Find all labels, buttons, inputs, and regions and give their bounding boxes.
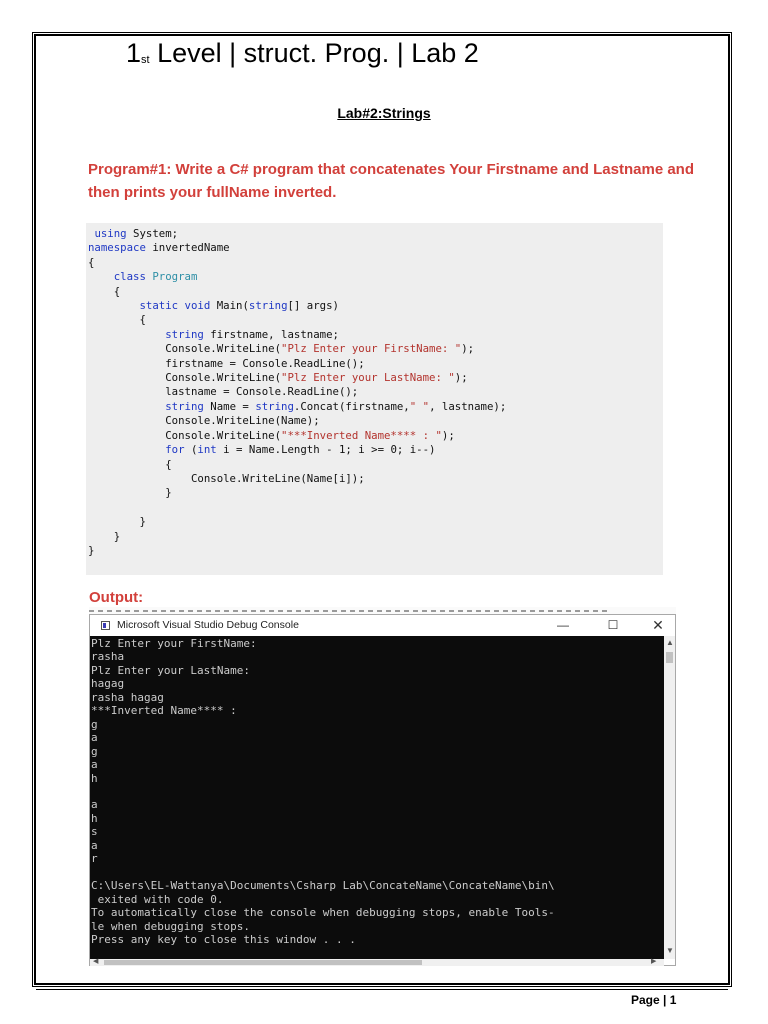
console-line: h xyxy=(91,811,98,825)
maximize-button[interactable]: ☐ xyxy=(607,618,619,632)
console-app-icon xyxy=(101,621,110,630)
console-line: hagag xyxy=(91,677,125,691)
scroll-up-icon[interactable]: ▲ xyxy=(666,638,674,647)
console-line: le when debugging stops. xyxy=(91,919,250,933)
code-line: } xyxy=(88,543,95,557)
code-line: } xyxy=(88,515,146,529)
debug-console-window xyxy=(89,614,676,966)
minimize-button[interactable]: — xyxy=(557,618,569,632)
code-line: string firstname, lastname; xyxy=(165,327,339,341)
console-line: C:\Users\EL-Wattanya\Documents\Csharp Lab\ConcateName\ConcateName\bin\ xyxy=(91,879,555,893)
code-line: lastname = Console.ReadLine(); xyxy=(88,385,359,399)
console-line: a xyxy=(91,731,98,745)
console-output xyxy=(90,636,664,959)
horizontal-scrollbar[interactable] xyxy=(90,959,664,966)
code-listing xyxy=(86,223,663,575)
console-title-bar[interactable] xyxy=(90,615,675,636)
console-line: h xyxy=(91,771,98,785)
console-line: ***Inverted Name**** : xyxy=(91,704,237,718)
console-line: To automatically close the console when debugging stops, enable Tools- xyxy=(91,906,555,920)
console-line xyxy=(91,785,555,798)
scroll-left-icon[interactable]: ◀ xyxy=(93,958,99,965)
code-line: static void Main(string[] args) xyxy=(139,299,339,313)
console-line xyxy=(91,866,555,879)
header-ordinal: st xyxy=(141,54,150,66)
vertical-scrollbar[interactable] xyxy=(664,636,675,959)
code-line: Console.WriteLine(Name[i]); xyxy=(88,471,365,485)
page-header: $1_{st}$ Level | struct. Prog. | Lab 2 xyxy=(126,38,479,68)
program-description: Program#1: Write a C# program that concatenates Your Firstname and Lastname and then prints your fullName inverted. xyxy=(88,161,694,201)
close-button[interactable]: ✕ xyxy=(652,617,664,633)
code-line: namespace invertedName xyxy=(88,241,230,255)
code-line: string Name = string.Concat(firstname," ", lastname); xyxy=(165,399,507,413)
output-label: Output: xyxy=(89,589,144,606)
scroll-down-icon[interactable]: ▼ xyxy=(666,946,674,955)
console-line: a xyxy=(91,838,98,852)
code-line: for (int i = Name.Length - 1; i >= 0; i--) xyxy=(165,443,436,457)
console-line: r xyxy=(91,852,98,866)
scroll-right-icon[interactable]: ▶ xyxy=(651,958,657,965)
code-text xyxy=(88,227,506,558)
code-line: } xyxy=(88,529,121,543)
code-line: Console.WriteLine("Plz Enter your LastName: "); xyxy=(88,371,468,385)
footer-rule xyxy=(36,989,728,990)
console-line: s xyxy=(91,825,98,839)
console-line: Plz Enter your LastName: xyxy=(91,663,250,677)
code-line: using System; xyxy=(94,227,179,240)
code-line: { xyxy=(88,313,146,327)
code-line: { xyxy=(88,255,95,269)
page-number: Page | 1 xyxy=(631,993,677,1007)
console-line: rasha xyxy=(91,650,125,664)
vertical-scroll-thumb[interactable] xyxy=(666,652,673,663)
console-line: Plz Enter your FirstName: xyxy=(91,637,257,650)
horizontal-scroll-thumb[interactable] xyxy=(104,960,422,965)
code-line: Console.WriteLine(Name); xyxy=(88,414,320,428)
code-line: { xyxy=(88,284,121,298)
console-line: a xyxy=(91,758,98,772)
code-line: { xyxy=(88,457,172,471)
code-line: } xyxy=(88,486,172,500)
console-line: rasha hagag xyxy=(91,690,164,704)
code-line: class Program xyxy=(113,270,198,284)
console-line: a xyxy=(91,798,98,812)
console-line: Press any key to close this window . . . xyxy=(91,932,356,946)
console-text xyxy=(91,637,555,946)
console-line: g xyxy=(91,717,98,731)
console-line: g xyxy=(91,744,98,758)
code-line: Console.WriteLine("***Inverted Name**** : "); xyxy=(88,428,455,442)
console-title: Microsoft Visual Studio Debug Console xyxy=(117,619,299,631)
code-line: Console.WriteLine("Plz Enter your FirstName: "); xyxy=(88,342,475,356)
lab-title: Lab#2:Strings xyxy=(337,105,431,121)
code-line: firstname = Console.ReadLine(); xyxy=(88,356,365,370)
console-line: exited with code 0. xyxy=(91,892,224,906)
code-line xyxy=(88,501,506,515)
